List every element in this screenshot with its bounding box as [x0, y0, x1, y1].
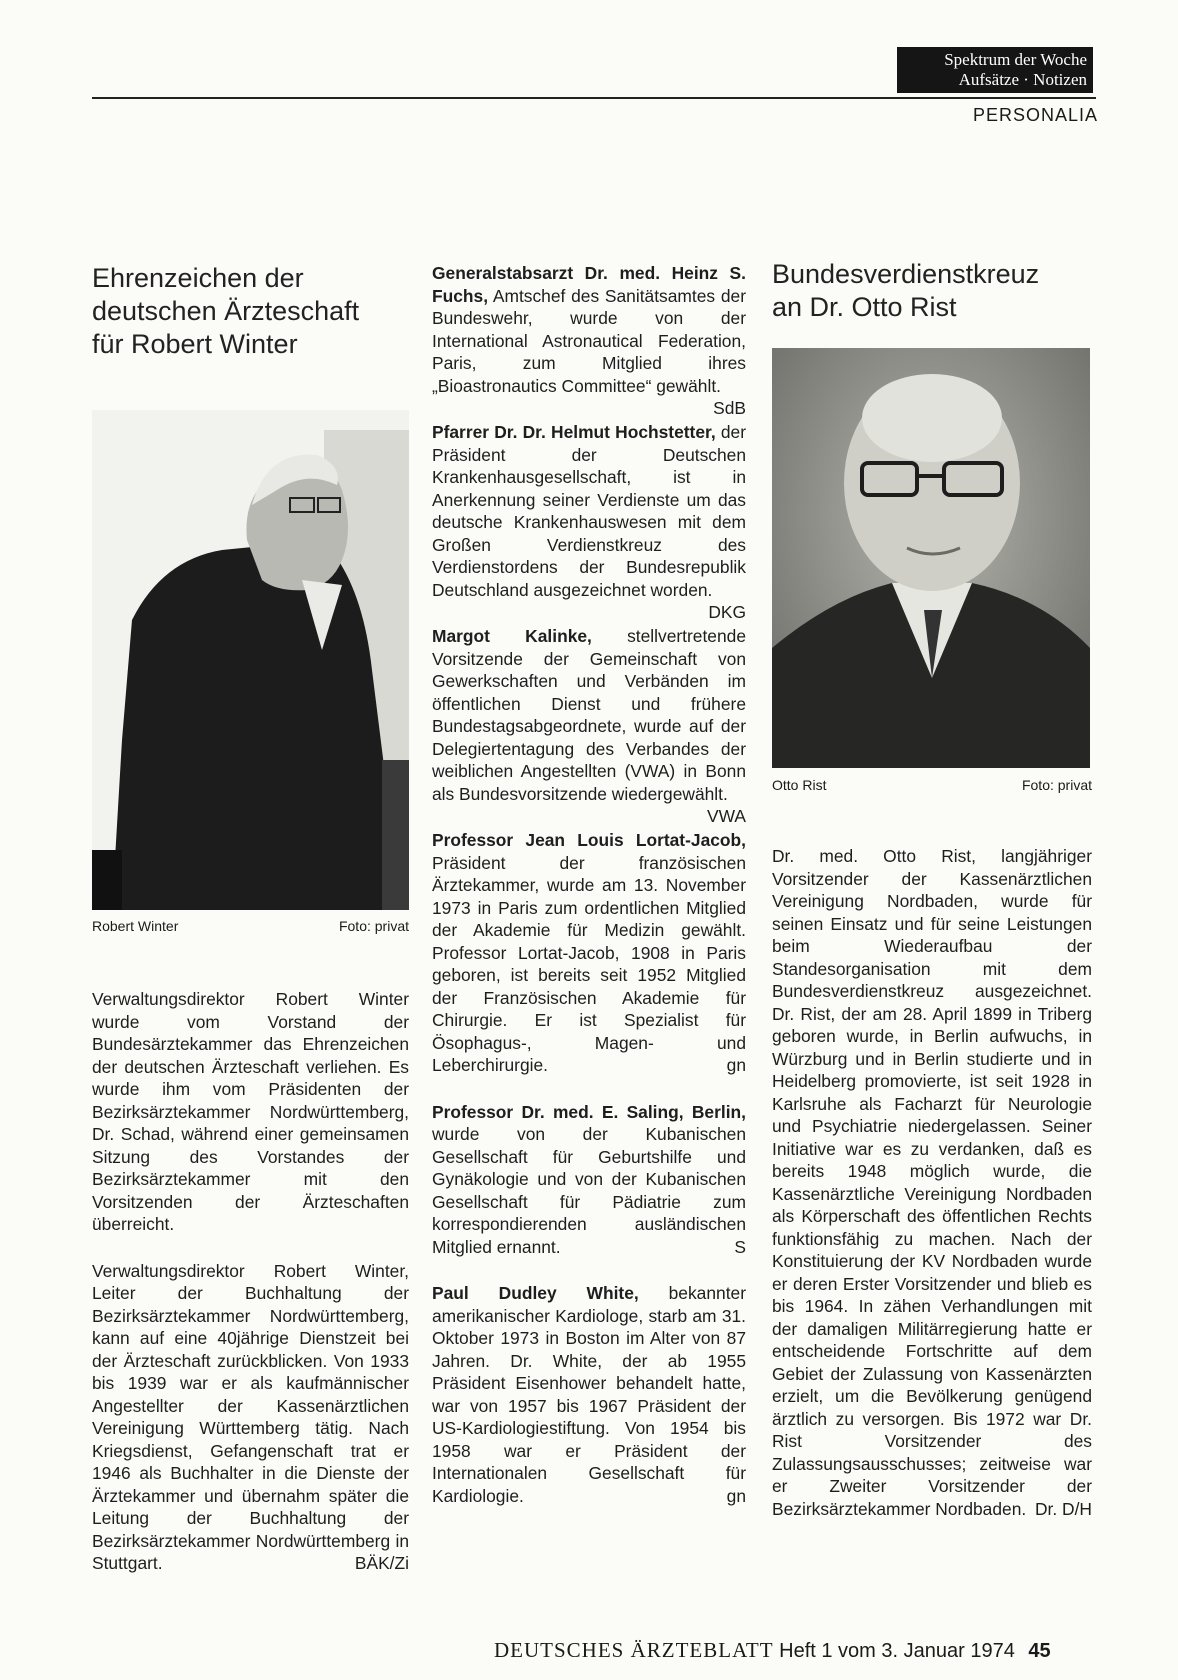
- news-item-hochstetter: [432, 421, 746, 622]
- news-column: [432, 262, 746, 1531]
- news-signature: gn: [726, 1485, 746, 1506]
- rist-caption-credit: Foto: privat: [1021, 777, 1092, 793]
- journal-name: DEUTSCHES ÄRZTEBLATT: [494, 1638, 774, 1662]
- winter-paragraph-2-text: Verwaltungsdirektor Robert Winter, Leiter der Buchhaltung der Bezirksärztekammer Nordwürttemberg, kann auf eine 40jährige Dienstzeit bei der Ärzteschaft zurückblicken. Von 1933 bis 1939 war er als kaufmännischer Angestellter der Kassenärztlichen Vereinigung Württemberg tätig. Nach Kriegsdienst, Gefangenschaft trat er 1946 als Buchhalter in die Dienste der Ärztekammer und übernahm später die Leitung der Buchhaltung der Bezirksärztekammer Nordwürttemberg in Stuttgart.: [92, 1260, 409, 1573]
- otto-rist-photo: [772, 348, 1090, 768]
- badge-line-2: Aufsätze · Notizen: [958, 70, 1087, 89]
- news-name: Paul Dudley White,: [432, 1283, 639, 1303]
- page-number: 45: [1028, 1640, 1051, 1662]
- header-rule: [92, 97, 1096, 99]
- news-item-lortat-jacob: [432, 829, 746, 1077]
- rist-paragraph: [772, 845, 1092, 1520]
- rist-caption: [772, 777, 1092, 793]
- news-signature: gn: [726, 1055, 746, 1075]
- news-signature: DKG: [708, 602, 746, 622]
- issue-info: Heft 1 vom 3. Januar 1974: [779, 1640, 1015, 1662]
- winter-heading: [92, 262, 412, 361]
- news-name: Professor Jean Louis Lortat-Jacob,: [432, 830, 746, 850]
- rist-heading: [772, 258, 1092, 324]
- winter-caption: [92, 918, 409, 934]
- winter-article: [92, 988, 409, 1599]
- robert-winter-portrait: [92, 410, 409, 910]
- news-text: bekannter amerikanischer Kardiologe, starb am 31. Oktober 1973 in Boston im Alter von 87 Jahren. Dr. White, der ab 1955 Präsident Eisenhower behandelt hatte, war von 1957 bis 1967 Präsident der US-Kardiologiestiftung. Von 1954 bis 1958 war er Präsident der Internationalen Gesellschaft für Kardiologie.: [432, 1283, 746, 1506]
- news-name: Generalstabsarzt Dr. med. Heinz S. Fuchs,: [432, 263, 746, 306]
- news-item-white: [432, 1282, 746, 1507]
- section-label: PERSONALIA: [972, 105, 1098, 125]
- winter-heading-line-3: für Robert Winter: [92, 329, 298, 359]
- rist-heading-line-1: Bundesverdienstkreuz: [772, 259, 1040, 289]
- page-footer: [494, 1638, 1051, 1663]
- badge-line-1: Spektrum der Woche: [944, 50, 1087, 69]
- winter-caption-credit: Foto: privat: [338, 918, 409, 934]
- winter-signature: BÄK/Zi: [354, 1553, 409, 1573]
- winter-paragraph-1: Verwaltungsdirektor Robert Winter wurde vom Vorstand der Bundesärztekammer das Ehrenzeichen der deutschen Ärzteschaft verliehen. Es wurde ihm vom Präsidenten der Bezirksärztekammer Nordwürttemberg, Dr. Schad, während einer gemeinsamen Sitzung des Vorstandes der Bezirksärztekammer mit den Vorsitzenden der Ärzteschaften überreicht.: [92, 989, 409, 1234]
- news-name: Margot Kalinke,: [432, 626, 592, 646]
- section-badge: [897, 47, 1093, 93]
- news-name: Professor Dr. med. E. Saling, Berlin,: [432, 1101, 746, 1122]
- news-item-saling: [432, 1101, 746, 1259]
- news-text: Amtschef des Sanitätsamtes der Bundeswehr, wurde von der International Astronautical Federation, Paris, zum Mitglied ihres „Bioastronautics Committee“ gewählt.: [432, 285, 746, 396]
- otto-rist-portrait: [772, 348, 1090, 768]
- winter-heading-line-2: deutschen Ärzteschaft: [92, 296, 360, 326]
- rist-caption-name: Otto Rist: [772, 777, 827, 793]
- news-text: der Präsident der Deutschen Krankenhausgesellschaft, ist in Anerkennung seiner Verdienste um das deutsche Krankenhauswesen mit dem Großen Verdienstkreuz des Verdienstordens der Bundesrepublik Deutschland ausgezeichnet worden.: [432, 422, 746, 600]
- winter-heading-line-1: Ehrenzeichen der: [92, 263, 304, 293]
- news-text: Präsident der französischen Ärztekammer, wurde am 13. November 1973 in Paris zum ordentlichen Mitglied der Akademie für Medizin gewählt. Professor Lortat-Jacob, 1908 in Paris geboren, ist bereits seit 1952 Mitglied der Französischen Akademie für Chirurgie. Er ist Spezialist für Ösophagus-, Magen- und Leberchirurgie.: [432, 852, 746, 1075]
- rist-article: [772, 845, 1092, 1544]
- rist-paragraph-text: Dr. med. Otto Rist, langjähriger Vorsitzender der Kassenärztlichen Vereinigung Nordbaden, wurde für seinen Einsatz und für seine Leistungen beim Wiederaufbau der Standesorganisation mit dem Bundesverdienstkreuz ausgezeichnet. Dr. Rist, der am 28. April 1899 in Triberg geboren wurde, in Berlin aufwuchs, in Würzburg und in Berlin studierte und in Heidelberg promovierte, ist seit 1928 in Karlsruhe als Facharzt für Neurologie und Psychiatrie niedergelassen. Seiner Initiative war es zu verdanken, daß es bereits 1948 möglich wurde, die Kassenärztliche Vereinigung Nordbaden als Körperschaft des öffentlichen Rechts funktionsfähig zu machen. Nach der Konstituierung der KV Nordbaden wurde er deren Erster Vorsitzender und blieb es bis 1964. In zähen Verhandlungen mit der damaligen Militärregierung hatte er entscheidende Fortschritte auf dem Gebiet der Zulassung von Kassenärzten erzielt, um die Bevölkerung genügend ärztlich zu versorgen. Bis 1972 war Dr. Rist Vorsitzender des Zulassungsausschusses; zeitweise war er Zweiter Vorsitzender der Bezirksärztekammer Nordbaden.: [772, 846, 1092, 1519]
- news-item-fuchs: [432, 262, 746, 418]
- winter-caption-name: Robert Winter: [92, 918, 179, 934]
- news-text: stellvertretende Vorsitzende der Gemeinschaft von Gewerkschaften und Verbänden im öffentlichen Dienst und frühere Bundestagsabgeordnete, wurde auf der Delegiertentagung des Verbandes der weiblichen Angestellten (VWA) in Bonn als Bundesvorsitzende wiedergewählt.: [432, 626, 746, 804]
- news-item-kalinke: [432, 625, 746, 826]
- robert-winter-photo: [92, 410, 409, 910]
- rist-heading-line-2: an Dr. Otto Rist: [772, 292, 957, 322]
- news-signature: S: [734, 1236, 746, 1257]
- news-name: Pfarrer Dr. Dr. Helmut Hochstetter,: [432, 422, 716, 442]
- winter-paragraph-2: [92, 1260, 409, 1575]
- news-signature: VWA: [707, 806, 746, 826]
- news-text: wurde von der Kubanischen Gesellschaft für Geburtshilfe und Gynäkologie und von der Kubanischen Gesellschaft für Pädiatrie zum korrespondierenden ausländischen Mitglied ernannt.: [432, 1124, 746, 1257]
- rist-signature: Dr. D/H: [1034, 1498, 1092, 1519]
- news-signature: SdB: [713, 398, 746, 418]
